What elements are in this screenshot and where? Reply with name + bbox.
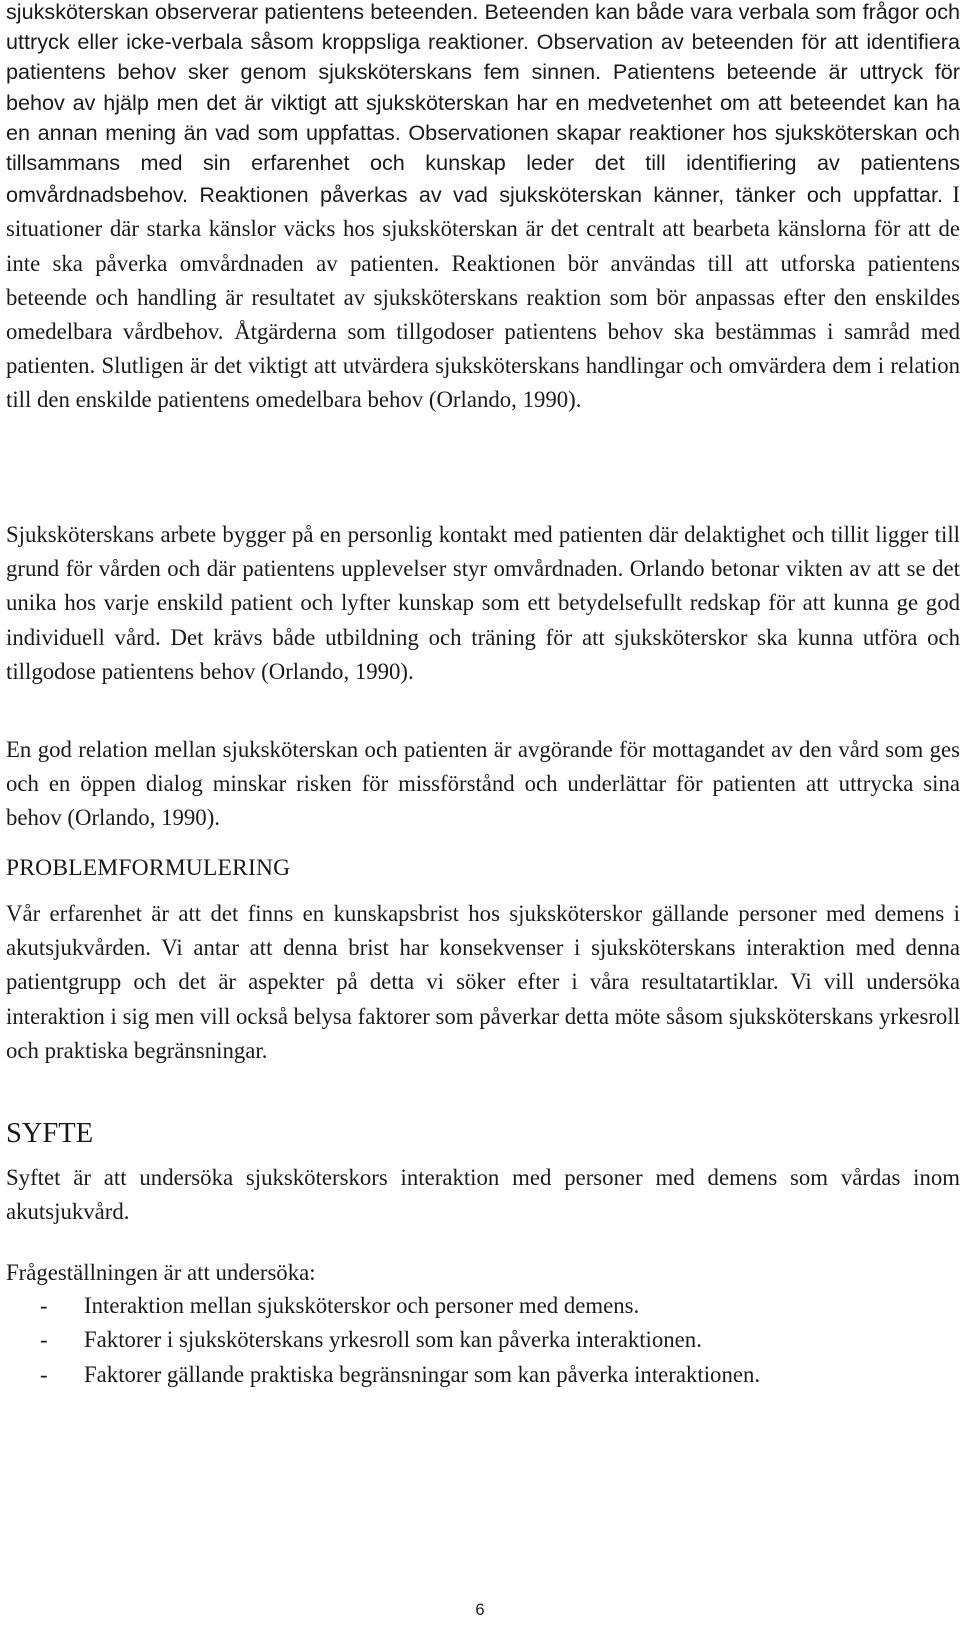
paragraph-orlando-theory: [6, 0, 960, 418]
paragraph-personal-contact: [6, 518, 960, 689]
section-heading: PROBLEMFORMULERING: [6, 855, 291, 881]
text-run-serif: I situationer där starka känslor väcks hos sjuksköterskan är det centralt att bearbeta känslorna för att de inte ska påverka omvårdnaden av patienten. Reaktionen bör användas till att utforska patientens beteende och handling är resultatet av sjuksköterskans reaktion som bör anpassas efter den enskildes omedelbara vårdbehov. Åtgärderna som tillgodoser patientens behov ska bestämmas i samråd med patienten. Slutligen är det viktigt att utvärdera sjuksköterskans handlingar och omvärdera dem i relation till den enskilde patientens omedelbara behov (Orlando, 1990).: [6, 182, 960, 413]
section-syfte: [6, 1117, 960, 1151]
body-paragraph: Syftet är att undersöka sjuksköterskors interaktion med personer med demens som vårdas inom akutsjukvård.: [6, 1165, 960, 1225]
body-paragraph: [6, 0, 960, 418]
section-problemformulering: [6, 853, 960, 883]
list-item: [6, 1323, 960, 1357]
paragraph-syfte: [6, 1161, 960, 1229]
body-paragraph: Vår erfarenhet är att det finns en kunskapsbrist hos sjuksköterskor gällande personer med demens i akutsjukvården. Vi antar att denna brist har konsekvenser i sjuksköterskans interaktion med denna patientgrupp och det är aspekter på detta vi söker efter i våra resultatartiklar. Vi vill undersöka interaktion i sig men vill också belysa faktorer som påverkar detta möte såsom sjuksköterskans yrkesroll och praktiska begränsningar.: [6, 901, 960, 1063]
list-item-text: Interaktion mellan sjuksköterskor och personer med demens.: [84, 1293, 640, 1318]
page-number: 6: [475, 1601, 485, 1619]
questions-list: [6, 1289, 960, 1392]
paragraph-good-relation: [6, 733, 960, 836]
dash-bullet: -: [40, 1327, 48, 1353]
body-paragraph: En god relation mellan sjuksköterskan och patienten är avgörande för mottagandet av den vård som ges och en öppen dialog minskar risken för missförstånd och underlättar för patienten att uttrycka sina behov (Orlando, 1990).: [6, 737, 960, 831]
body-paragraph: Sjuksköterskans arbete bygger på en personlig kontakt med patienten där delaktighet och tillit ligger till grund för vården och där patientens upplevelser styr omvårdnaden. Orlando betonar vikten av att se det unika hos varje enskild patient och lyfter kunskap som ett betydelsefullt redskap för att kunna ge god individuell vård. Det krävs både utbildning och träning för att sjuksköterskor ska kunna utföra och tillgodose patientens behov (Orlando, 1990).: [6, 522, 960, 684]
questions-intro: [6, 1256, 960, 1290]
list-item-text: Faktorer gällande praktiska begränsningar som kan påverka interaktionen.: [84, 1361, 761, 1387]
text-run-sans: sjuksköterskan observerar patientens beteenden. Beteenden kan både vara verbala som frågor och uttryck eller icke-verbala såsom kroppsliga reaktioner. Observation av beteenden för att identifiera patientens behov sker genom sjuksköterskans fem sinnen. Patientens beteende är uttryck för behov av hjälp men det är viktigt att sjuksköterskan har en medvetenhet om att beteendet kan ha en annan mening än vad som uppfattas. Observationen skapar reaktioner hos sjuksköterskan och tillsammans med sin erfarenhet och kunskap leder det till identifiering av patientens omvårdnadsbehov. Reaktionen påverkas av vad sjuksköterskan känner, tänker och uppfattar.: [6, 0, 960, 208]
list-item: [6, 1289, 960, 1323]
list-item-text: Faktorer i sjuksköterskans yrkesroll som kan påverka interaktionen.: [84, 1327, 702, 1353]
questions-list-container: [6, 1289, 960, 1392]
paragraph-problem: [6, 897, 960, 1068]
list-item: [6, 1358, 960, 1392]
dash-bullet: -: [40, 1361, 48, 1387]
section-heading: SYFTE: [6, 1118, 94, 1149]
body-paragraph: Frågeställningen är att undersöka:: [6, 1260, 316, 1285]
dash-bullet: -: [40, 1293, 48, 1318]
